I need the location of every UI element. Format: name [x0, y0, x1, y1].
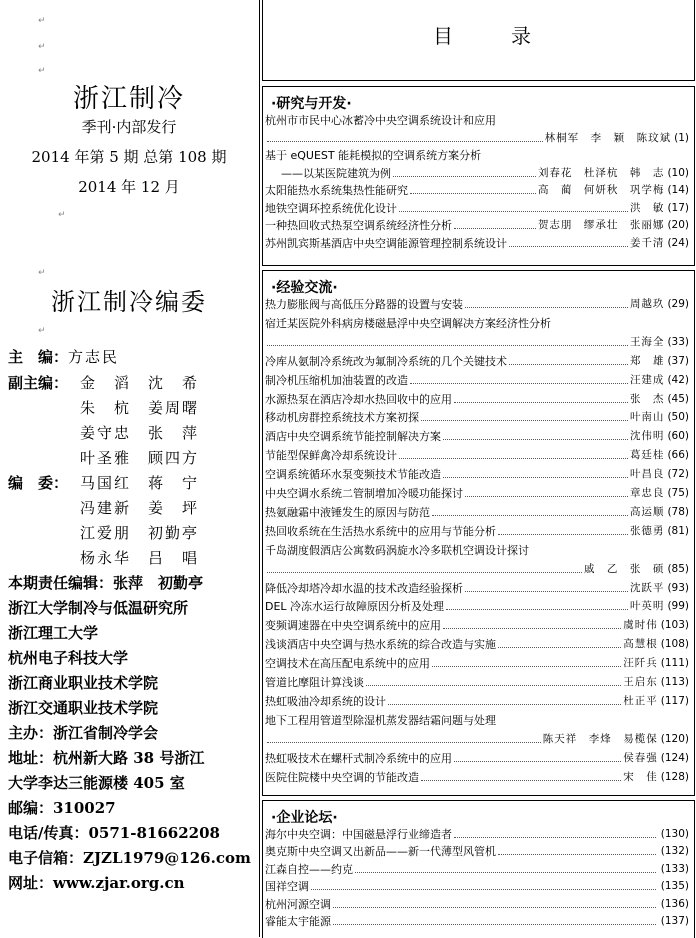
toc-section [262, 86, 695, 266]
toc-entry-page: (45) [667, 392, 689, 405]
toc-entry-authors: 周越玖 [629, 298, 665, 310]
toc-entry-title: 热虹吸技术在螺杆式制冷系统中的应用 [265, 751, 452, 765]
toc-entry[interactable] [265, 523, 689, 540]
toc-entry[interactable] [265, 655, 689, 672]
toc-entry[interactable] [265, 217, 689, 234]
toc-section-title: ·企业论坛· [271, 810, 338, 826]
toc-entry-title: 制冷机压缩机加油装置的改造 [265, 373, 408, 387]
toc-entry[interactable] [265, 826, 689, 843]
paragraph-mark-icon: ↵ [58, 210, 66, 220]
toc-entry[interactable] [265, 182, 689, 199]
paragraph-mark-icon: ↵ [38, 16, 46, 26]
toc-entry-authors: 刘春花 杜泽杭 韩 志 [537, 166, 665, 179]
deputy-editor-names: 朱 杭 姜周曙 [80, 399, 200, 417]
toc-entry-title: 国祥空调 [265, 880, 309, 894]
toc-entry[interactable] [265, 372, 689, 389]
toc-entry-title: 变频调速器在中央空调系统中的应用 [265, 619, 441, 633]
toc-leader-dots [446, 609, 628, 610]
toc-entry-authors: 高运顺 [629, 505, 665, 518]
toc-leader-dots [366, 685, 621, 686]
toc-leader-dots [399, 211, 628, 212]
toc-entry-page: (120) [660, 732, 689, 745]
deputy-editor-names: 叶圣雅 顾四方 [80, 449, 200, 467]
toc-entry-authors: 侯春强 [623, 751, 658, 764]
toc-leader-dots [443, 628, 621, 629]
toc-leader-dots [421, 420, 628, 421]
toc-entry[interactable] [265, 334, 689, 351]
toc-entry-page: (130) [660, 828, 689, 840]
toc-section [262, 270, 695, 796]
toc-entry[interactable] [265, 712, 689, 729]
issue-date: 2014 年 12 月 [78, 178, 180, 196]
toc-entry-title: 移动机房群控系统技术方案初探 [265, 411, 419, 425]
toc-entry-page: (60) [667, 430, 689, 443]
toc-entry[interactable] [265, 447, 689, 464]
email: 电子信箱：ZJZL1979@126.com [8, 849, 251, 867]
toc-leader-dots [432, 515, 628, 516]
toc-entry-title: 江森自控——约克 [265, 862, 353, 876]
toc-entry[interactable] [265, 235, 689, 252]
toc-entry[interactable] [265, 561, 689, 578]
member-names: 马国红 蒋 宁 [80, 474, 200, 492]
toc-entry[interactable] [265, 636, 689, 653]
toc-leader-dots [267, 141, 543, 142]
toc-entry-title: 浅谈酒店中央空调与热水系统的综合改造与实施 [265, 638, 496, 652]
toc-entry-title: 太阳能热水系统集热性能研究 [265, 184, 408, 197]
toc-entry[interactable] [265, 466, 689, 483]
toc-entry[interactable] [265, 769, 689, 786]
toc-leader-dots [267, 345, 628, 346]
toc-entry-authors: 姜千清 [629, 236, 665, 249]
toc-leader-dots [454, 837, 656, 838]
toc-leader-dots [509, 364, 628, 365]
toc-entry-page: (135) [660, 880, 689, 893]
toc-leader-dots [443, 477, 628, 478]
toc-leader-dots [465, 307, 628, 308]
toc-entry-page: (29) [667, 298, 689, 310]
toc-leader-dots [465, 496, 628, 497]
toc-entry-title: 冷库从氨制冷系统改为氟制冷系统的几个关键技术 [265, 354, 507, 368]
toc-entry-title: 管道比摩阻计算浅谈 [265, 676, 364, 689]
toc-entry-title: 医院住院楼中央空调的节能改造 [265, 770, 419, 784]
toc-entry-page: (113) [660, 676, 689, 688]
toc-entry[interactable] [265, 428, 689, 445]
member-names: 冯建新 姜 坪 [80, 499, 200, 517]
journal-name: 浙江制冷 [72, 84, 185, 114]
toc-entry-authors: 张德勇 [629, 524, 665, 537]
toc-leader-dots [454, 761, 621, 762]
toc-entry-authors: 高 蔺 何妍秋 巩学梅 [537, 184, 665, 196]
toc-entry-authors: 王启东 [623, 676, 658, 688]
toc-entry-page: (66) [667, 449, 689, 462]
organizer: 浙江交通职业技术学院 [8, 699, 159, 717]
toc-entry-title: 热回收系统在生活热水系统中的应用与节能分析 [265, 524, 496, 538]
toc-leader-dots [454, 402, 628, 403]
toc-entry[interactable] [265, 130, 689, 147]
toc-entry[interactable] [265, 878, 689, 895]
toc-entry-title: DEL 冷冻水运行故障原因分析及处理 [265, 600, 445, 614]
toc-entry-page: (50) [667, 411, 689, 424]
toc-entry-title: 杭州市市民中心冰蓄冷中央空调系统设计和应用 [265, 114, 496, 127]
toc-entry[interactable] [265, 617, 689, 634]
toc-title: 目 [433, 24, 455, 48]
toc-entry-authors: 葛廷桂 [629, 449, 665, 462]
deputy-editor-label: 副主编： [8, 374, 69, 392]
toc-entry[interactable] [265, 296, 689, 313]
toc-entry[interactable] [265, 485, 689, 502]
address-line-1: 地址：杭州新大路 38 号浙江 [8, 749, 205, 767]
toc-leader-dots [443, 439, 628, 440]
toc-entry-page: (78) [667, 505, 689, 518]
member-names: 杨永华 吕 唱 [80, 549, 200, 567]
website: 网址：www.zjar.org.cn [8, 874, 185, 892]
toc-entry-page: (85) [667, 562, 689, 575]
toc-entry-page: (24) [667, 236, 689, 249]
chief-editor: 主 编：方志民 [8, 348, 120, 366]
toc-leader-dots [509, 246, 628, 247]
toc-entry-authors: 杜正平 [623, 694, 658, 707]
toc-leader-dots [454, 228, 536, 229]
toc-header [262, 0, 695, 81]
toc-leader-dots [399, 458, 628, 459]
toc-leader-dots [498, 854, 656, 855]
toc-leader-dots [421, 780, 621, 781]
toc-entry[interactable] [265, 750, 689, 767]
toc-entry-authors: 虞时伟 [623, 619, 658, 632]
toc-entry-title: 空调技术在高压配电系统中的应用 [265, 657, 430, 671]
toc-entry[interactable] [265, 112, 689, 129]
toc-leader-dots [333, 907, 656, 908]
toc-entry-title: 热虹吸油冷却系统的设计 [265, 694, 386, 708]
toc-entry-title: 地铁空调环控系统优化设计 [265, 201, 397, 215]
toc-leader-dots [498, 534, 628, 535]
toc-entry-title: 海尔中央空调：中国磁悬浮行业缔造者 [265, 828, 452, 841]
toc-entry-authors: 陈天祥 李烽 易榄保 [542, 732, 658, 745]
paragraph-mark-icon: ↵ [38, 326, 46, 336]
address-line-2: 大学李达三能源楼 405 室 [8, 774, 185, 792]
toc-entry[interactable] [265, 580, 689, 597]
toc-entry-authors: 张 杰 [629, 392, 665, 405]
toc-entry-title: 中央空调水系统二管制增加冷暖功能探讨 [265, 487, 463, 500]
toc-entry[interactable] [265, 391, 689, 408]
toc-entry-title: 宿迁某医院外科病房楼磁悬浮中央空调解决方案经济性分析 [265, 316, 551, 330]
toc-entry[interactable] [265, 409, 689, 426]
toc-entry-title: 降低冷却塔冷却水温的技术改造经验探析 [265, 581, 463, 595]
toc-entry[interactable] [265, 542, 689, 559]
toc-entry[interactable] [265, 913, 689, 930]
toc-entry-page: (42) [667, 373, 689, 386]
toc-entry-authors: 宋 佳 [623, 770, 658, 783]
toc-entry-page: (33) [667, 335, 689, 348]
toc-entry[interactable] [265, 896, 689, 913]
toc-entry[interactable] [265, 598, 689, 615]
toc-section-title: ·经验交流· [271, 280, 338, 296]
toc-entry-authors: 叶昌良 [629, 468, 665, 481]
toc-entry-authors: 林桐军 李 颖 陈玟斌 [544, 131, 672, 144]
toc-leader-dots [388, 704, 621, 705]
toc-entry-page: (14) [667, 184, 689, 196]
paragraph-mark-icon: ↵ [38, 66, 46, 76]
toc-entry-authors: 高慧根 [623, 638, 658, 651]
toc-entry-authors: 汪阡兵 [623, 657, 658, 670]
toc-entry-authors: 郑 雄 [629, 354, 665, 367]
toc-entry[interactable] [265, 843, 689, 860]
journal-info-column [0, 0, 258, 937]
toc-entry-title: 空调系统循环水泵变频技术节能改造 [265, 468, 441, 482]
toc-entry-page: (133) [660, 862, 689, 875]
toc-section-title: ·研究与开发· [271, 96, 352, 112]
toc-entry-authors: 沈跃平 [629, 581, 665, 594]
toc-entry-page: (117) [660, 694, 689, 707]
toc-entry-page: (10) [667, 166, 689, 179]
toc-entry-page: (103) [660, 619, 689, 632]
deputy-editor-names: 金 滔 沈 希 [80, 374, 200, 392]
toc-entry-page: (93) [667, 581, 689, 594]
toc-entry-page: (75) [667, 487, 689, 499]
toc-entry-title: 奥克斯中央空调又出新品——新一代薄型风管机 [265, 845, 496, 859]
toc-entry[interactable] [265, 315, 689, 332]
toc-leader-dots [355, 872, 656, 873]
toc-entry-authors: 王海全 [629, 335, 665, 348]
toc-entry-title: 节能型保鲜禽冷却系统设计 [265, 449, 397, 463]
toc-entry[interactable] [265, 693, 689, 710]
toc-entry-page: (20) [667, 219, 689, 231]
toc-entry-authors: 洪 敏 [629, 201, 665, 214]
toc-leader-dots [410, 383, 628, 384]
toc-entry-page: (132) [660, 845, 689, 858]
toc-entry-page: (81) [667, 524, 689, 537]
toc-entry[interactable] [265, 147, 689, 164]
toc-entry-title: 热力膨胀阀与高低压分路器的设置与安装 [265, 298, 463, 311]
organizer: 浙江商业职业技术学院 [8, 674, 159, 692]
toc-entry-authors: 汪建成 [629, 373, 665, 386]
toc-entry-title: 苏州凯宾斯基酒店中央空调能源管理控制系统设计 [265, 236, 507, 250]
toc-entry[interactable] [265, 861, 689, 878]
toc-entry-title: 酒店中央空调系统节能控制解决方案 [265, 430, 441, 444]
toc-leader-dots [267, 572, 582, 573]
toc-leader-dots [410, 193, 536, 194]
toc-entry-page: (1) [674, 131, 689, 144]
host: 主办：浙江省制冷学会 [8, 724, 159, 742]
members-label: 编 委： [8, 474, 69, 492]
toc-leader-dots [393, 176, 536, 177]
toc-entry-page: (108) [660, 638, 689, 651]
toc-entry-page: (72) [667, 468, 689, 481]
toc-leader-dots [498, 647, 621, 648]
toc-entry-authors: 叶英明 [629, 600, 665, 613]
responsible-editor: 本期责任编辑：张萍 初勤亭 [8, 574, 204, 592]
toc-entry-page: (17) [667, 201, 689, 214]
toc-entry-title: 热氨融霜中液锤发生的原因与防范 [265, 505, 430, 519]
toc-entry-title: 水源热泵在酒店冷却水热回收中的应用 [265, 392, 452, 406]
toc-entry-title: 千岛湖度假酒店公寓数码涡旋水冷多联机空调设计探讨 [265, 543, 529, 557]
board-title: 浙江制冷编委 [51, 288, 207, 316]
toc-leader-dots [333, 924, 656, 925]
organizer: 浙江大学制冷与低温研究所 [8, 599, 189, 617]
toc-leader-dots [465, 591, 628, 592]
toc-section [262, 800, 695, 938]
member-names: 江爱朋 初勤亭 [80, 524, 200, 542]
toc-entry-title: ——以某医院建筑为例 [281, 166, 391, 180]
toc-entry-page: (124) [660, 751, 689, 764]
toc-entry-page: (111) [660, 657, 689, 670]
deputy-editor-names: 姜守忠 张 萍 [80, 424, 200, 442]
paragraph-mark-icon: ↵ [38, 42, 46, 52]
toc-entry-authors: 章忠良 [629, 487, 665, 499]
issue-type: 季刊·内部发行 [81, 118, 177, 136]
toc-leader-dots [432, 666, 621, 667]
toc-entry[interactable] [265, 165, 689, 182]
toc-entry-title: 睿能太宇能源 [265, 915, 331, 928]
organizer: 杭州电子科技大学 [8, 649, 129, 667]
table-of-contents [260, 0, 696, 937]
toc-entry[interactable] [265, 504, 689, 521]
phone-fax: 电话/传真：0571-81662208 [8, 824, 220, 842]
toc-title: 录 [511, 24, 531, 48]
toc-entry-page: (137) [660, 915, 689, 927]
toc-entry-authors: 叶南山 [629, 411, 665, 424]
toc-entry[interactable] [265, 200, 689, 217]
toc-entry-title: 杭州河源空调 [265, 897, 331, 911]
toc-entry-page: (37) [667, 354, 689, 367]
toc-entry[interactable] [265, 353, 689, 370]
toc-entry-title: 一种热回收式热泵空调系统经济性分析 [265, 219, 452, 232]
toc-entry-page: (99) [667, 600, 689, 613]
toc-leader-dots [267, 742, 541, 743]
toc-entry-authors: 沈伟明 [629, 430, 665, 443]
toc-entry-page: (128) [660, 770, 689, 783]
issue-number: 2014 年第 5 期 总第 108 期 [31, 148, 227, 166]
postcode: 邮编：310027 [8, 799, 116, 817]
toc-entry-title: 地下工程用管道型除湿机蒸发器结霜问题与处理 [265, 713, 496, 727]
toc-entry-title: 基于 eQUEST 能耗模拟的空调系统方案分析 [265, 149, 482, 162]
toc-entry[interactable] [265, 731, 689, 748]
organizer: 浙江理工大学 [8, 624, 99, 642]
toc-entry-authors: 戚 乙 张 硕 [583, 562, 665, 575]
toc-leader-dots [311, 889, 656, 890]
toc-entry-authors: 贺志朋 缪承壮 张丽娜 [537, 219, 665, 231]
toc-entry[interactable] [265, 674, 689, 691]
toc-entry-page: (136) [660, 897, 689, 910]
paragraph-mark-icon: ↵ [38, 268, 46, 278]
